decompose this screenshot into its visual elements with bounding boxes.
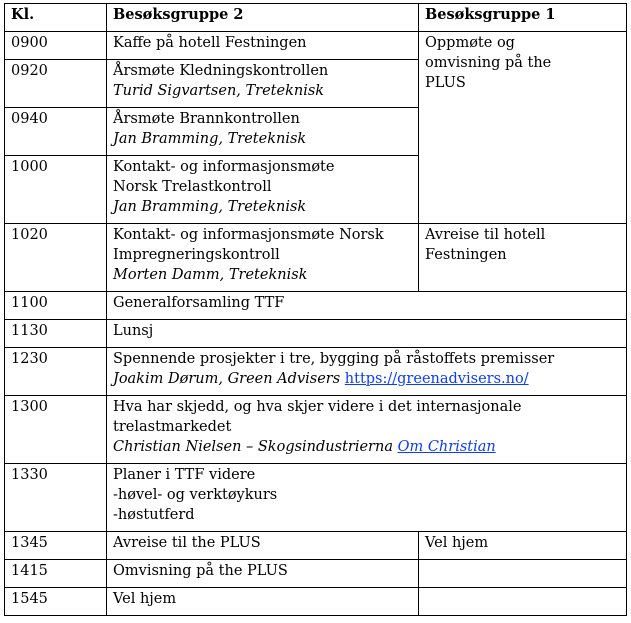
activity-cell [107,108,419,156]
time-cell: 0900 [5,32,107,60]
table-row [5,292,627,320]
activity-title: Kaffe på hotell Festningen [113,35,307,51]
activity-cell [107,588,419,616]
time-cell: 1100 [5,292,107,320]
header-group-1: Besøksgruppe 1 [419,4,627,32]
table-row [5,348,627,396]
activity-cell [107,156,419,224]
activity-title: Planer i TTF videre [113,467,256,483]
activity-title: Hva har skjedd, og hva skjer videre i det internasjonale [113,399,522,415]
activity-title: Avreise til the PLUS [113,535,261,551]
activity-title: Impregneringskontroll [113,247,280,263]
activity-title: -høvel- og verktøykurs [113,487,278,503]
activity-speaker: Jan Bramming, Treteknisk [113,131,307,147]
time-cell: 1415 [5,560,107,588]
activity-speaker: Jan Bramming, Treteknisk [113,199,307,215]
group1-activity-cell [419,224,627,292]
table-row [5,224,627,292]
header-group-2: Besøksgruppe 2 [107,4,419,32]
activity-title: Generalforsamling TTF [113,295,285,311]
activity-title: Norsk Trelastkontroll [113,179,272,195]
activity-title: -høstutferd [113,507,195,523]
activity-title: Kontakt- og informasjonsmøte [113,159,335,175]
activity-title: Årsmøte Brannkontrollen [113,111,300,127]
activity-cell [107,32,419,60]
group1-text: PLUS [425,75,466,91]
activity-title: trelastmarkedet [113,419,232,435]
activity-title: Lunsj [113,323,154,339]
om-christian-link[interactable]: Om Christian [397,439,496,455]
activity-title: Omvisning på the PLUS [113,563,288,579]
time-cell: 1020 [5,224,107,292]
activity-cell [107,320,627,348]
activity-speaker: Joakim Dørum, Green Advisers [113,371,341,387]
time-cell: 1300 [5,396,107,464]
empty-cell [419,560,627,588]
activity-title: Årsmøte Kledningskontrollen [113,63,329,79]
activity-speaker: Morten Damm, Treteknisk [113,267,308,283]
activity-speaker: Turid Sigvartsen, Treteknisk [113,83,325,99]
schedule-table [4,3,627,616]
time-cell: 1130 [5,320,107,348]
table-row [5,532,627,560]
group1-activity-cell [419,532,627,560]
table-row [5,320,627,348]
activity-speaker: Christian Nielsen – Skogsindustrierna [113,439,393,455]
activity-cell [107,396,627,464]
activity-title: Kontakt- og informasjonsmøte Norsk [113,227,384,243]
table-row [5,560,627,588]
activity-cell [107,532,419,560]
activity-speaker-line [113,437,620,457]
activity-cell [107,560,419,588]
activity-speaker-line [113,369,620,389]
table-row [5,396,627,464]
time-cell: 1345 [5,532,107,560]
table-row [5,588,627,616]
table-header-row [5,4,627,32]
group1-text: Vel hjem [425,535,489,551]
time-cell: 0920 [5,60,107,108]
activity-title: Vel hjem [113,591,177,607]
group1-text: Oppmøte og [425,35,515,51]
time-cell: 0940 [5,108,107,156]
time-cell: 1545 [5,588,107,616]
activity-cell [107,348,627,396]
group1-text: omvisning på the [425,55,552,71]
activity-cell [107,60,419,108]
activity-cell [107,464,627,532]
table-row [5,464,627,532]
group1-activity-cell [419,32,627,224]
empty-cell [419,588,627,616]
greenadvisers-link[interactable]: https://greenadvisers.no/ [344,371,529,387]
group1-text: Festningen [425,247,507,263]
header-time: Kl. [5,4,107,32]
time-cell: 1230 [5,348,107,396]
activity-cell [107,224,419,292]
table-row [5,32,627,60]
time-cell: 1000 [5,156,107,224]
activity-title: Spennende prosjekter i tre, bygging på råstoffets premisser [113,351,555,367]
group1-text: Avreise til hotell [425,227,546,243]
time-cell: 1330 [5,464,107,532]
activity-cell [107,292,627,320]
